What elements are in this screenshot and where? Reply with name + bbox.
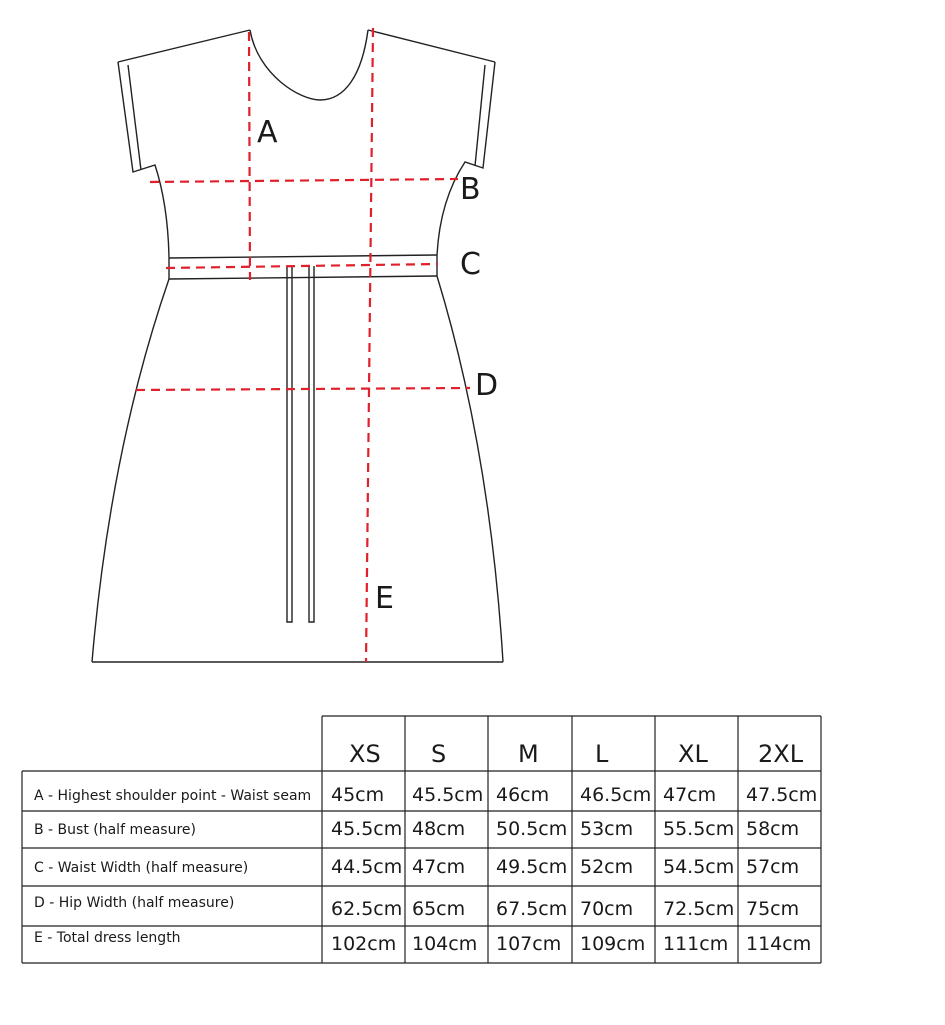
cell-a-m: 46cm (496, 784, 550, 806)
cell-b-2xl: 58cm (746, 818, 800, 840)
size-header-xs: XS (349, 740, 381, 768)
cell-d-m: 67.5cm (496, 898, 568, 920)
size-header-2xl: 2XL (758, 740, 804, 768)
size-header-xl: XL (678, 740, 708, 768)
label-c: C (460, 247, 481, 282)
size-header-l: L (595, 740, 609, 768)
size-header-s: S (431, 740, 447, 768)
cell-e-l: 109cm (580, 933, 646, 955)
cell-c-2xl: 57cm (746, 856, 800, 878)
cell-d-xl: 72.5cm (663, 898, 735, 920)
cell-b-s: 48cm (412, 818, 466, 840)
cell-a-l: 46.5cm (580, 784, 652, 806)
row-label-e: E - Total dress length (34, 930, 181, 946)
cell-e-m: 107cm (496, 933, 562, 955)
cell-c-xs: 44.5cm (331, 856, 403, 878)
cell-b-l: 53cm (580, 818, 634, 840)
row-label-d: D - Hip Width (half measure) (34, 895, 235, 911)
cell-e-2xl: 114cm (746, 933, 812, 955)
cell-b-xs: 45.5cm (331, 818, 403, 840)
size-header-m: M (518, 740, 539, 768)
cell-e-s: 104cm (412, 933, 478, 955)
cell-c-m: 49.5cm (496, 856, 568, 878)
cell-c-xl: 54.5cm (663, 856, 735, 878)
cell-a-2xl: 47.5cm (746, 784, 818, 806)
cell-c-l: 52cm (580, 856, 634, 878)
cell-e-xl: 111cm (663, 933, 729, 955)
cell-b-xl: 55.5cm (663, 818, 735, 840)
cell-a-s: 45.5cm (412, 784, 484, 806)
row-label-c: C - Waist Width (half measure) (34, 860, 249, 876)
cell-d-l: 70cm (580, 898, 634, 920)
label-e: E (375, 581, 394, 616)
row-label-a: A - Highest shoulder point - Waist seam (34, 788, 312, 804)
label-a: A (257, 115, 278, 150)
cell-d-xs: 62.5cm (331, 898, 403, 920)
cell-d-s: 65cm (412, 898, 466, 920)
cell-c-s: 47cm (412, 856, 466, 878)
label-b: B (460, 172, 481, 207)
row-label-b: B - Bust (half measure) (34, 822, 196, 838)
cell-b-m: 50.5cm (496, 818, 568, 840)
cell-e-xs: 102cm (331, 933, 397, 955)
cell-d-2xl: 75cm (746, 898, 800, 920)
cell-a-xl: 47cm (663, 784, 717, 806)
label-d: D (475, 368, 499, 403)
cell-a-xs: 45cm (331, 784, 385, 806)
